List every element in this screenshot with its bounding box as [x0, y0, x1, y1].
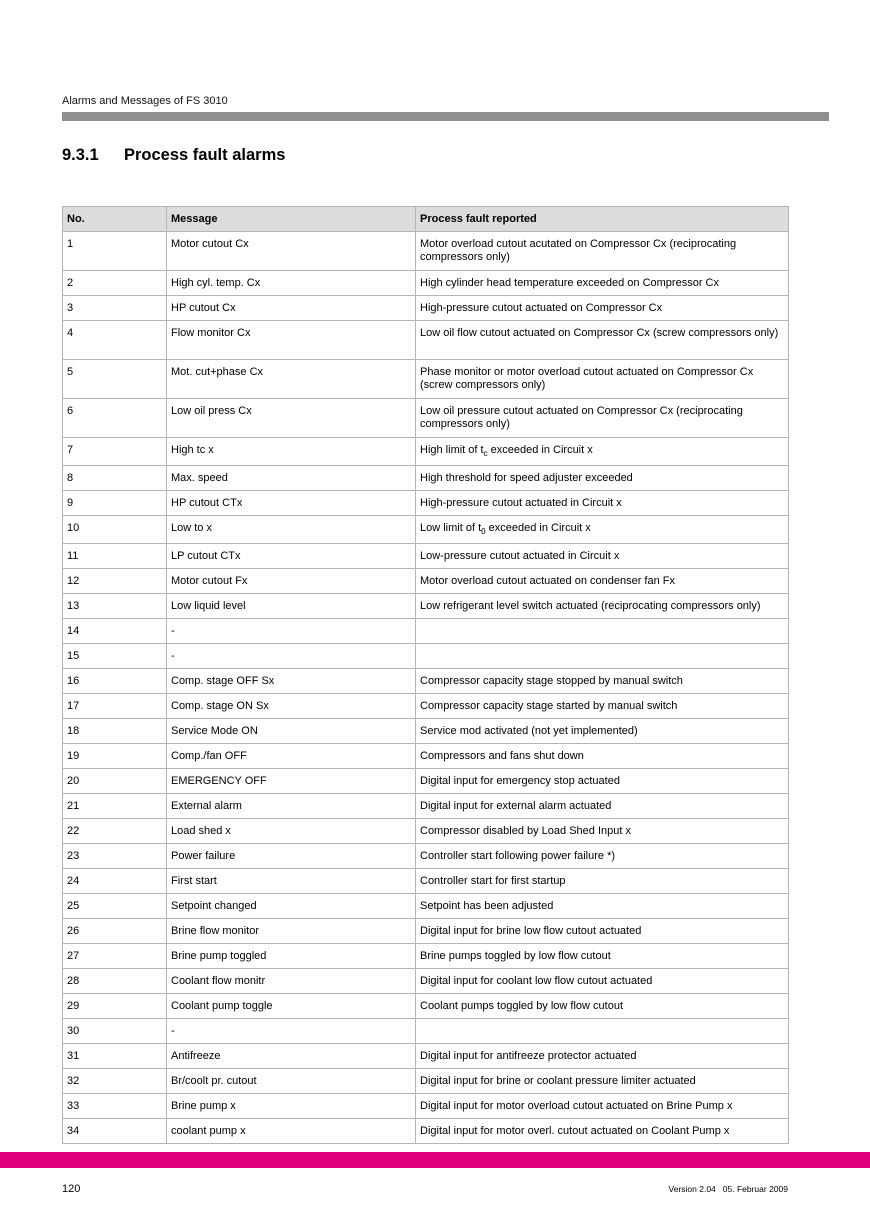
cell-message: HP cutout CTx [167, 491, 416, 516]
cell-fault: Brine pumps toggled by low flow cutout [416, 944, 789, 969]
cell-message: Service Mode ON [167, 719, 416, 744]
cell-fault [416, 438, 789, 466]
cell-message: High tc x [167, 438, 416, 466]
table-row [63, 516, 789, 544]
cell-message: Comp. stage ON Sx [167, 694, 416, 719]
table-row [63, 399, 789, 438]
cell-fault [416, 644, 789, 669]
section-number: 9.3.1 [62, 146, 99, 164]
table-row [63, 669, 789, 694]
table-row [63, 1069, 789, 1094]
cell-fault: Digital input for antifreeze protector actuated [416, 1044, 789, 1069]
cell-fault: High-pressure cutout actuated on Compressor Cx [416, 296, 789, 321]
cell-fault: Digital input for motor overl. cutout actuated on Coolant Pump x [416, 1119, 789, 1144]
cell-fault: Digital input for emergency stop actuated [416, 769, 789, 794]
table-row [63, 544, 789, 569]
cell-fault: Compressor capacity stage started by manual switch [416, 694, 789, 719]
table-row [63, 694, 789, 719]
table-header-row [63, 207, 789, 232]
table-row [63, 594, 789, 619]
cell-no: 13 [63, 594, 167, 619]
cell-no: 5 [63, 360, 167, 399]
cell-fault: Phase monitor or motor overload cutout actuated on Compressor Cx (screw compressors only) [416, 360, 789, 399]
cell-fault: Compressors and fans shut down [416, 744, 789, 769]
cell-fault [416, 619, 789, 644]
cell-no: 30 [63, 1019, 167, 1044]
column-header-fault: Process fault reported [416, 207, 789, 232]
cell-fault: Digital input for motor overload cutout actuated on Brine Pump x [416, 1094, 789, 1119]
cell-message: Comp./fan OFF [167, 744, 416, 769]
footer-accent-bar [0, 1152, 870, 1168]
cell-message: External alarm [167, 794, 416, 819]
table-row [63, 719, 789, 744]
fault-subscript: c [483, 449, 488, 459]
version-label: Version 2.04 [668, 1184, 716, 1194]
table-row [63, 969, 789, 994]
cell-fault: Digital input for coolant low flow cutout actuated [416, 969, 789, 994]
cell-message: Load shed x [167, 819, 416, 844]
table-row [63, 619, 789, 644]
cell-no: 22 [63, 819, 167, 844]
cell-no: 6 [63, 399, 167, 438]
table-row [63, 360, 789, 399]
cell-message: Brine pump toggled [167, 944, 416, 969]
table-row [63, 1019, 789, 1044]
table-row [63, 271, 789, 296]
table-row [63, 1094, 789, 1119]
table-row [63, 794, 789, 819]
cell-no: 26 [63, 919, 167, 944]
cell-fault: Low-pressure cutout actuated in Circuit x [416, 544, 789, 569]
table-row [63, 466, 789, 491]
table-row [63, 944, 789, 969]
cell-no: 28 [63, 969, 167, 994]
cell-message: Coolant pump toggle [167, 994, 416, 1019]
cell-message: Mot. cut+phase Cx [167, 360, 416, 399]
cell-message: Low oil press Cx [167, 399, 416, 438]
header-rule [62, 112, 829, 121]
table-row [63, 894, 789, 919]
cell-fault: High-pressure cutout actuated in Circuit x [416, 491, 789, 516]
table-row [63, 644, 789, 669]
cell-no: 20 [63, 769, 167, 794]
cell-no: 24 [63, 869, 167, 894]
cell-no: 4 [63, 321, 167, 360]
cell-fault: Motor overload cutout acutated on Compressor Cx (reciprocating compressors only) [416, 232, 789, 271]
cell-fault: Motor overload cutout actuated on condenser fan Fx [416, 569, 789, 594]
alarms-table-body [63, 232, 789, 1144]
cell-fault: Low oil flow cutout actuated on Compressor Cx (screw compressors only) [416, 321, 789, 360]
cell-fault: Service mod activated (not yet implemented) [416, 719, 789, 744]
table-row [63, 769, 789, 794]
version-date: 05. Februar 2009 [722, 1184, 788, 1194]
cell-no: 9 [63, 491, 167, 516]
table-row [63, 321, 789, 360]
cell-message: Flow monitor Cx [167, 321, 416, 360]
fault-text: exceeded in Circuit x [485, 522, 591, 535]
table-row [63, 232, 789, 271]
cell-fault: Compressor capacity stage stopped by manual switch [416, 669, 789, 694]
cell-no: 19 [63, 744, 167, 769]
cell-no: 31 [63, 1044, 167, 1069]
alarms-table [62, 206, 789, 1144]
cell-no: 3 [63, 296, 167, 321]
table-row [63, 1044, 789, 1069]
cell-no: 25 [63, 894, 167, 919]
fault-text: exceeded in Circuit x [487, 444, 593, 456]
cell-no: 1 [63, 232, 167, 271]
fault-text: High limit of t [420, 444, 484, 456]
table-row [63, 994, 789, 1019]
fault-text: Low limit of t [420, 522, 482, 535]
table-row [63, 569, 789, 594]
cell-no: 27 [63, 944, 167, 969]
cell-message: - [167, 644, 416, 669]
cell-message: Low to x [167, 516, 416, 544]
cell-fault: Setpoint has been adjusted [416, 894, 789, 919]
cell-message: Brine pump x [167, 1094, 416, 1119]
cell-fault: Digital input for brine low flow cutout actuated [416, 919, 789, 944]
cell-no: 8 [63, 466, 167, 491]
section-title: Process fault alarms [124, 146, 286, 164]
cell-no: 23 [63, 844, 167, 869]
cell-no: 2 [63, 271, 167, 296]
cell-message: - [167, 1019, 416, 1044]
cell-message: coolant pump x [167, 1119, 416, 1144]
fault-subscript: 0 [481, 527, 486, 537]
cell-fault: Low refrigerant level switch actuated (reciprocating compressors only) [416, 594, 789, 619]
cell-no: 16 [63, 669, 167, 694]
table-row [63, 1119, 789, 1144]
cell-no: 32 [63, 1069, 167, 1094]
cell-message: High cyl. temp. Cx [167, 271, 416, 296]
page-number: 120 [62, 1183, 81, 1195]
table-row [63, 296, 789, 321]
cell-no: 15 [63, 644, 167, 669]
cell-no: 18 [63, 719, 167, 744]
cell-no: 34 [63, 1119, 167, 1144]
cell-message: HP cutout Cx [167, 296, 416, 321]
cell-no: 7 [63, 438, 167, 466]
cell-message: LP cutout CTx [167, 544, 416, 569]
cell-message: First start [167, 869, 416, 894]
table-row [63, 438, 789, 466]
cell-no: 11 [63, 544, 167, 569]
cell-message: Low liquid level [167, 594, 416, 619]
cell-message: Antifreeze [167, 1044, 416, 1069]
cell-no: 29 [63, 994, 167, 1019]
running-header: Alarms and Messages of FS 3010 [62, 95, 228, 107]
cell-no: 21 [63, 794, 167, 819]
table-row [63, 744, 789, 769]
cell-message: Max. speed [167, 466, 416, 491]
cell-fault: High cylinder head temperature exceeded on Compressor Cx [416, 271, 789, 296]
cell-message: Motor cutout Fx [167, 569, 416, 594]
cell-message: Power failure [167, 844, 416, 869]
cell-message: Comp. stage OFF Sx [167, 669, 416, 694]
cell-fault: Low oil pressure cutout actuated on Compressor Cx (reciprocating compressors only) [416, 399, 789, 438]
cell-no: 10 [63, 516, 167, 544]
cell-fault: High threshold for speed adjuster exceeded [416, 466, 789, 491]
cell-fault: Controller start following power failure *) [416, 844, 789, 869]
cell-no: 33 [63, 1094, 167, 1119]
cell-fault: Controller start for first startup [416, 869, 789, 894]
table-row [63, 844, 789, 869]
cell-no: 12 [63, 569, 167, 594]
column-header-no: No. [63, 207, 167, 232]
cell-fault: Digital input for external alarm actuated [416, 794, 789, 819]
cell-fault: Compressor disabled by Load Shed Input x [416, 819, 789, 844]
cell-message: Motor cutout Cx [167, 232, 416, 271]
cell-message: Br/coolt pr. cutout [167, 1069, 416, 1094]
table-row [63, 919, 789, 944]
cell-fault [416, 1019, 789, 1044]
cell-no: 14 [63, 619, 167, 644]
cell-message: - [167, 619, 416, 644]
section-heading [62, 146, 285, 165]
cell-message: EMERGENCY OFF [167, 769, 416, 794]
cell-fault [416, 516, 789, 544]
table-row [63, 491, 789, 516]
cell-fault: Digital input for brine or coolant pressure limiter actuated [416, 1069, 789, 1094]
version-info [669, 1184, 788, 1194]
table-row [63, 869, 789, 894]
cell-fault: Coolant pumps toggled by low flow cutout [416, 994, 789, 1019]
cell-message: Coolant flow monitr [167, 969, 416, 994]
table-row [63, 819, 789, 844]
cell-message: Setpoint changed [167, 894, 416, 919]
cell-message: Brine flow monitor [167, 919, 416, 944]
column-header-message: Message [167, 207, 416, 232]
cell-no: 17 [63, 694, 167, 719]
